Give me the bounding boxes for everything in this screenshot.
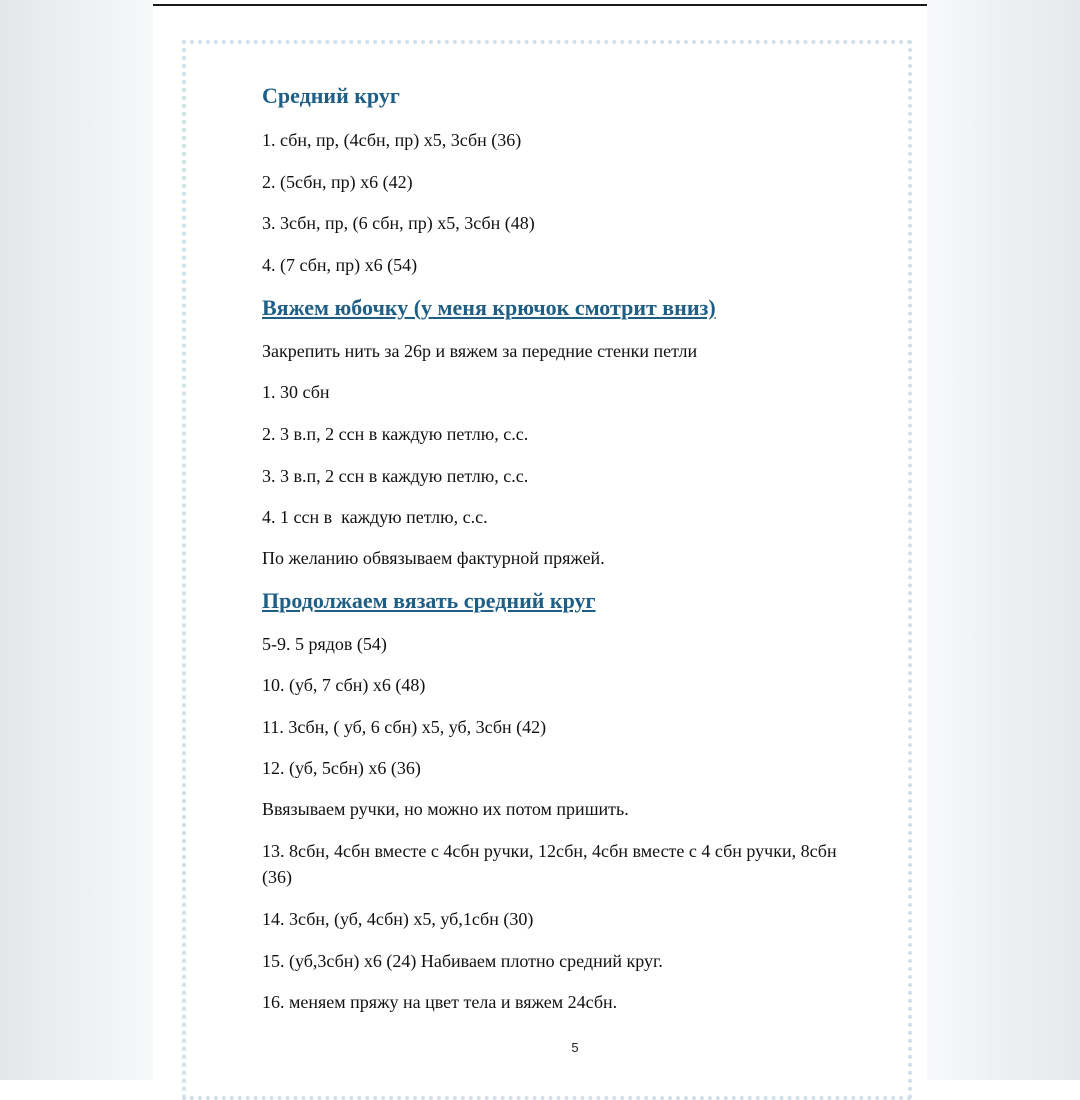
pattern-row: 5-9. 5 рядов (54)	[262, 634, 387, 654]
heading-middle-circle: Средний круг	[262, 83, 400, 108]
pattern-row: 14. 3сбн, (уб, 4сбн) х5, уб,1сбн (30)	[262, 909, 534, 929]
pattern-row: 3. 3 в.п, 2 ссн в каждую петлю, с.с.	[262, 466, 529, 486]
pattern-row: 1. 30 сбн	[262, 382, 330, 402]
heading-skirt: Вяжем юбочку (у меня крючок смотрит вниз)	[262, 295, 716, 320]
left-blur-margin	[0, 0, 153, 1080]
pattern-row: Закрепить нить за 26р и вяжем за передние стенки петли	[262, 341, 698, 361]
pattern-row: 10. (уб, 7 сбн) х6 (48)	[262, 675, 426, 695]
pattern-row: 2. 3 в.п, 2 ссн в каждую петлю, с.с.	[262, 424, 529, 444]
pattern-row: 16. меняем пряжу на цвет тела и вяжем 24сбн.	[262, 992, 618, 1012]
pattern-row: 15. (уб,3сбн) х6 (24) Набиваем плотно средний круг.	[262, 951, 663, 971]
pattern-row: 11. 3сбн, ( уб, 6 сбн) х5, уб, 3сбн (42)	[262, 717, 547, 737]
pattern-row: 1. сбн, пр, (4сбн, пр) х5, 3сбн (36)	[262, 130, 522, 150]
pattern-row: 3. 3сбн, пр, (6 сбн, пр) х5, 3сбн (48)	[262, 213, 535, 233]
heading-continue-circle: Продолжаем вязать средний круг	[262, 588, 596, 613]
pattern-row: По желанию обвязываем фактурной пряжей.	[262, 548, 605, 568]
pattern-row: 12. (уб, 5сбн) х6 (36)	[262, 758, 421, 778]
pattern-row: 4. (7 сбн, пр) х6 (54)	[262, 255, 418, 275]
right-blur-margin	[927, 0, 1080, 1080]
pattern-row: 2. (5сбн, пр) х6 (42)	[262, 172, 413, 192]
pattern-row: Ввязываем ручки, но можно их потом пришить.	[262, 799, 629, 819]
top-rule	[153, 4, 927, 6]
page-number: 5	[571, 1040, 579, 1055]
pattern-row: 4. 1 ссн в каждую петлю, с.с.	[262, 507, 488, 527]
pattern-row: 13. 8сбн, 4сбн вместе с 4сбн ручки, 12сбн, 4сбн вместе с 4 сбн ручки, 8сбн (36)	[262, 841, 842, 887]
